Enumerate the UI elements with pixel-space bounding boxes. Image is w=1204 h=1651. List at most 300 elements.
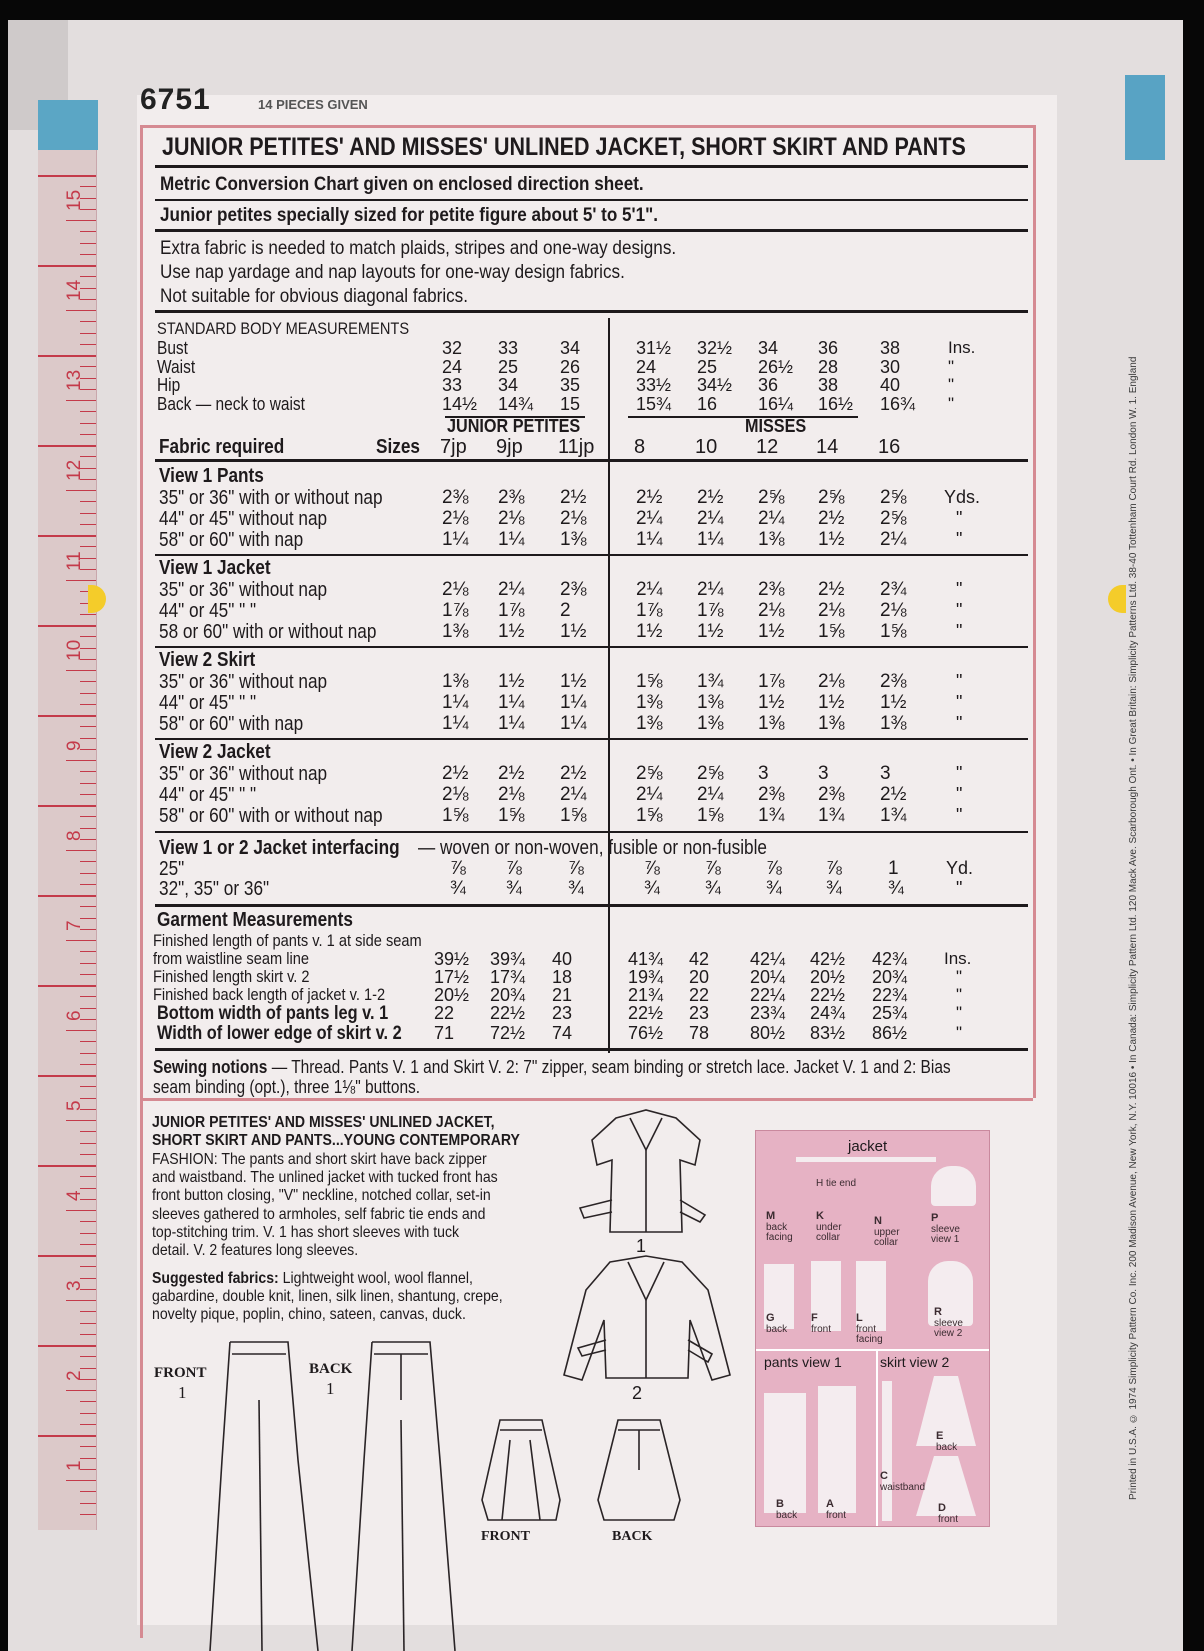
notions-text: — Thread. Pants V. 1 and Skirt V. 2: 7" zipper, seam binding or stretch lace. Jacket V. 1 and 2: Bias: [271, 1057, 951, 1077]
interfacing-value: ¾: [506, 878, 522, 899]
garment-value: 22½: [490, 1003, 526, 1023]
body-value: 25: [697, 356, 718, 377]
fabric-value: 1¼: [442, 713, 469, 734]
fabric-value: 1½: [758, 621, 785, 642]
fabric-value: 3: [818, 763, 829, 784]
garment-value: 20¾: [490, 985, 526, 1005]
fabric-value: 2½: [498, 763, 525, 784]
pants-back-label: BACK: [309, 1361, 353, 1377]
body-value: 34: [560, 338, 581, 358]
garment-title: Garment Measurements: [157, 909, 353, 931]
fabric-value: 2⅜: [758, 579, 785, 600]
fabric-value: 2½: [880, 784, 907, 805]
ruler-number: 11: [64, 551, 85, 571]
skirt-front-label: FRONT: [481, 1529, 530, 1544]
fabric-value: 1⅜: [560, 529, 587, 550]
fabric-unit: Yds.: [944, 487, 981, 507]
fabric-value: 2⅛: [560, 508, 587, 529]
body-value: 34: [758, 338, 779, 358]
fabric-row-label: 44" or 45" without nap: [159, 508, 328, 530]
ruler-number: 12: [64, 459, 85, 481]
garment-value: 20½: [434, 985, 470, 1005]
description-line: sleeves gathered to armholes, self fabric tie ends and: [152, 1205, 486, 1223]
garment-value: 74: [552, 1023, 573, 1043]
size-8: 8: [634, 436, 646, 458]
fabric-value: 2⅜: [758, 784, 785, 805]
section-title: View 1 Pants: [159, 465, 264, 487]
body-value: 33: [442, 375, 463, 395]
garment-value: 72½: [490, 1023, 526, 1043]
body-value: 14½: [442, 393, 478, 414]
garment-value: 20: [689, 967, 710, 987]
junior-petites-header: JUNIOR PETITES: [447, 416, 581, 436]
piece-label-a: A front: [826, 1498, 847, 1521]
pants-back-view: 1: [326, 1379, 335, 1398]
notions-text-2: seam binding (opt.), three 1⅛" buttons.: [153, 1077, 421, 1097]
misses-header: MISSES: [745, 416, 807, 436]
pants-view-label: pants view 1: [764, 1354, 842, 1370]
piece-label-g: G back: [766, 1312, 788, 1335]
body-value: 15: [560, 393, 581, 414]
fabric-value: 1¼: [442, 692, 469, 713]
interfacing-value: ¾: [644, 878, 660, 899]
fabric-value: 1¼: [498, 529, 525, 550]
fabric-value: 1¾: [818, 805, 845, 826]
suggested-fabrics-line: novelty pique, poplin, chino, sateen, canvas, duck.: [152, 1306, 466, 1323]
body-value: 36: [758, 375, 779, 395]
fabric-row-label: 58" or 60" with nap: [159, 713, 304, 735]
fabric-value: 2⅛: [818, 671, 845, 692]
interfacing-value: 1: [888, 858, 899, 879]
fabric-value: 2: [560, 600, 571, 621]
fabric-row-label: 35" or 36" without nap: [159, 579, 328, 601]
ruler-number: 10: [64, 639, 85, 661]
garment-unit: ": [956, 1023, 963, 1042]
fabric-unit: ": [956, 763, 963, 783]
garment-row-label: Finished length skirt v. 2: [153, 967, 310, 986]
fabric-row-label: 58" or 60" with or without nap: [159, 805, 383, 827]
garment-unit: Ins.: [944, 949, 972, 968]
fabric-value: 1⅝: [442, 805, 469, 826]
fabric-unit: ": [956, 784, 963, 804]
body-unit: ": [948, 393, 955, 413]
garment-unit: ": [956, 985, 963, 1004]
piece-label-l: L front facing: [856, 1312, 883, 1346]
fabric-unit: ": [956, 579, 963, 599]
pants-front-drawing: [210, 1342, 318, 1651]
publisher-side-text: Printed in U.S.A. © 1974 Simplicity Pattern Co. Inc. 200 Madison Avenue, New York, N.Y. 10016 • In Canada: Simplicity Pattern Ltd. 120 Mack Ave. Scarborough Ont. • In Great Britain: Simplicity Patterns Ltd. 38-40 Tottenham Court Rd. London W. 1. England: [1128, 356, 1139, 1500]
interfacing-value: ⅞: [766, 858, 782, 879]
size-9jp: 9jp: [496, 436, 523, 458]
interfacing-unit: Yd.: [946, 858, 974, 878]
body-value: 26: [560, 356, 581, 377]
body-value: 34: [498, 375, 519, 395]
body-value: 36: [818, 338, 839, 358]
interfacing-desc: — woven or non-woven, fusible or non-fusible: [418, 837, 767, 859]
interfacing-value: ⅞: [705, 858, 721, 879]
fabric-row-label: 35" or 36" without nap: [159, 763, 328, 785]
body-row-label: Bust: [157, 338, 188, 358]
garment-line1: Finished length of pants v. 1 at side seam: [153, 931, 422, 950]
description-line: front button closing, "V" neckline, notched collar, set-in: [152, 1187, 491, 1205]
fabric-value: 1⅝: [818, 621, 845, 642]
body-value: 26½: [758, 356, 794, 377]
size-7jp: 7jp: [440, 436, 467, 458]
fabric-value: 1⅝: [636, 805, 663, 826]
ruler-number: 14: [64, 279, 85, 301]
note-line-3: Not suitable for obvious diagonal fabrics.: [160, 286, 468, 307]
fabric-value: 1⅜: [880, 713, 907, 734]
body-value: 38: [880, 338, 901, 358]
fabric-value: 1¼: [697, 529, 724, 550]
body-row-label: Back — neck to waist: [157, 393, 305, 414]
interfacing-value: ⅞: [450, 858, 466, 879]
body-value: 38: [818, 375, 839, 395]
body-value: 30: [880, 356, 901, 377]
fabric-value: 1⅝: [636, 671, 663, 692]
body-value: 24: [442, 356, 463, 377]
garment-value: 25¾: [872, 1003, 908, 1023]
fabric-value: 2⅜: [498, 487, 525, 508]
fabric-value: 1½: [880, 692, 907, 713]
fabric-value: 1½: [636, 621, 663, 642]
garment-value: 78: [689, 1023, 710, 1043]
garment-value: 23: [552, 1003, 573, 1023]
piece-label-d: D front: [938, 1502, 959, 1525]
garment-value: 80½: [750, 1023, 786, 1043]
fabric-value: 3: [758, 763, 769, 784]
piece-label-k: K under collar: [816, 1210, 842, 1244]
fabric-value: 1⅜: [758, 713, 785, 734]
body-unit: Ins.: [948, 338, 976, 357]
garment-value: 39¾: [490, 949, 526, 969]
ruler-number: 8: [64, 830, 85, 841]
garment-value: 42¾: [872, 949, 908, 969]
fabric-unit: ": [956, 671, 963, 691]
fabric-value: 2¼: [697, 784, 724, 805]
body-row-label: Hip: [157, 375, 181, 395]
garment-row-label: Finished back length of jacket v. 1-2: [153, 985, 386, 1004]
fabric-unit: ": [956, 529, 963, 549]
size-11jp: 11jp: [558, 436, 595, 458]
pants-front-label: FRONT: [154, 1365, 207, 1381]
fabric-row-label: 35" or 36" with or without nap: [159, 487, 383, 509]
fabric-value: 2½: [818, 579, 845, 600]
fabric-value: 2⅛: [758, 600, 785, 621]
fabric-value: 2⅛: [498, 508, 525, 529]
fabric-value: 1½: [818, 529, 845, 550]
fabric-unit: ": [956, 713, 963, 733]
fabric-value: 1½: [498, 621, 525, 642]
fabric-value: 2⅜: [442, 487, 469, 508]
fabric-value: 1⅜: [442, 671, 469, 692]
garment-value: 17½: [434, 967, 470, 987]
garment-value: 21¾: [628, 985, 664, 1005]
garment-value: 23: [689, 1003, 710, 1023]
fabric-value: 2¼: [498, 579, 525, 600]
garment-value: 71: [434, 1023, 455, 1043]
garment-value: 76½: [628, 1023, 664, 1043]
garment-value: 22¾: [872, 985, 908, 1005]
fabric-value: 1¼: [442, 529, 469, 550]
fabric-value: 1⅞: [442, 600, 469, 621]
fabric-value: 1¼: [498, 692, 525, 713]
fabric-unit: ": [956, 600, 963, 620]
fabric-value: 1⅜: [442, 621, 469, 642]
garment-value: 41¾: [628, 949, 664, 969]
fabric-value: 1⅝: [560, 805, 587, 826]
fabric-row-label: 58" or 60" with nap: [159, 529, 304, 551]
pattern-pieces-chart: [755, 1130, 990, 1527]
body-value: 31½: [636, 338, 672, 358]
fabric-value: 1½: [560, 671, 587, 692]
petite-note: Junior petites specially sized for petite figure about 5' to 5'1".: [160, 205, 659, 226]
section-title: View 2 Jacket: [159, 741, 271, 763]
suggested-fabrics-line: gabardine, double knit, linen, silk linen, shantung, crepe,: [152, 1288, 503, 1305]
fabric-value: 2⅝: [880, 508, 907, 529]
garment-value: 19¾: [628, 967, 664, 987]
garment-row-label: Width of lower edge of skirt v. 2: [157, 1023, 402, 1044]
garment-value: 20¾: [872, 967, 908, 987]
fabric-value: 1¼: [498, 713, 525, 734]
size-16: 16: [878, 436, 901, 458]
fabric-value: 2½: [560, 487, 587, 508]
fabric-value: 2⅛: [880, 600, 907, 621]
skirt-view-label: skirt view 2: [880, 1354, 950, 1370]
body-value: 40: [880, 375, 901, 395]
fabric-value: 1⅜: [697, 713, 724, 734]
description-line: SHORT SKIRT AND PANTS...YOUNG CONTEMPORARY: [152, 1132, 520, 1150]
ruler-number: 1: [64, 1460, 85, 1471]
fabric-value: 2⅛: [498, 784, 525, 805]
fabric-value: 2⅜: [880, 671, 907, 692]
garment-value: 24¾: [810, 1003, 846, 1023]
garment-value: 18: [552, 967, 573, 987]
fabric-value: 2⅛: [442, 784, 469, 805]
interfacing-value: ⅞: [568, 858, 584, 879]
interfacing-row-label: 32", 35" or 36": [159, 878, 270, 900]
notions-label: Sewing notions: [153, 1057, 268, 1077]
ruler-number: 5: [64, 1100, 85, 1111]
description-line: FASHION: The pants and short skirt have back zipper: [152, 1150, 487, 1168]
body-value: 32: [442, 338, 463, 358]
fabric-value: 2⅛: [442, 508, 469, 529]
piece-label-f: F front: [811, 1312, 832, 1335]
fabric-value: 2⅝: [697, 763, 724, 784]
ruler-number: 13: [64, 369, 85, 391]
fabric-value: 2¼: [636, 784, 663, 805]
size-14: 14: [816, 436, 839, 458]
fabric-value: 2¼: [636, 508, 663, 529]
ruler-number: 2: [64, 1370, 85, 1381]
body-value: 16¾: [880, 393, 916, 414]
body-value: 25: [498, 356, 519, 377]
fabric-value: 2¼: [758, 508, 785, 529]
fabric-row-label: 44" or 45" " ": [159, 600, 257, 622]
fabric-value: 1⅞: [636, 600, 663, 621]
body-value: 15¾: [636, 393, 672, 414]
jacket-view1-drawing: [580, 1110, 705, 1232]
garment-row-label: from waistline seam line: [153, 949, 310, 968]
pattern-number: 6751: [140, 83, 211, 116]
ruler-number: 15: [64, 189, 85, 211]
fabric-value: 2¼: [560, 784, 587, 805]
garment-value: 23¾: [750, 1003, 786, 1023]
fabric-value: 1½: [498, 671, 525, 692]
body-unit: ": [948, 356, 955, 376]
ruler-number: 9: [64, 740, 85, 751]
jacket-view1-number: 1: [636, 1236, 647, 1256]
fabric-value: 2⅛: [818, 600, 845, 621]
description-line: JUNIOR PETITES' AND MISSES' UNLINED JACKET,: [152, 1114, 495, 1131]
fabric-value: 1⅜: [697, 692, 724, 713]
garment-value: 20½: [810, 967, 846, 987]
fabric-value: 1⅝: [498, 805, 525, 826]
fabric-value: 1½: [697, 621, 724, 642]
body-value: 16½: [818, 393, 854, 414]
piece-label-b: B back: [776, 1498, 798, 1521]
garment-value: 22½: [628, 1003, 664, 1023]
fabric-unit: ": [956, 692, 963, 712]
interfacing-value: ¾: [766, 878, 782, 899]
fabric-value: 2½: [442, 763, 469, 784]
fabric-value: 1½: [560, 621, 587, 642]
fabric-value: 2⅝: [880, 487, 907, 508]
fabric-value: 2¼: [636, 579, 663, 600]
fabric-value: 1⅞: [758, 671, 785, 692]
fabric-value: 2⅝: [818, 487, 845, 508]
interfacing-value: ¾: [888, 878, 904, 899]
fabric-value: 1⅝: [880, 621, 907, 642]
piece-label-n: N upper collar: [874, 1215, 900, 1249]
fabric-value: 1⅞: [697, 600, 724, 621]
fabric-value: 2½: [560, 763, 587, 784]
note-line-2: Use nap yardage and nap layouts for one-way design fabrics.: [160, 262, 625, 283]
fabric-value: 2¾: [880, 579, 907, 600]
fabric-value: 2¼: [697, 579, 724, 600]
body-value: 33½: [636, 375, 672, 395]
garment-value: 83½: [810, 1023, 846, 1043]
garment-value: 40: [552, 949, 573, 969]
body-value: 24: [636, 356, 657, 377]
size-12: 12: [756, 436, 779, 458]
fabric-value: 2⅛: [442, 579, 469, 600]
fabric-value: 2¼: [697, 508, 724, 529]
fabric-value: 1¾: [697, 671, 724, 692]
fabric-unit: ": [956, 508, 963, 528]
interfacing-title: View 1 or 2 Jacket interfacing: [159, 837, 400, 859]
description-line: detail. V. 2 features long sleeves.: [152, 1242, 359, 1260]
ruler-number: 3: [64, 1280, 85, 1291]
fabric-value: 2⅝: [758, 487, 785, 508]
fabric-value: 1¾: [758, 805, 785, 826]
interfacing-value: ⅞: [644, 858, 660, 879]
interfacing-value: ¾: [705, 878, 721, 899]
garment-value: 42¼: [750, 949, 786, 969]
pants-front-view: 1: [178, 1383, 187, 1402]
body-value: 14¾: [498, 393, 534, 414]
interfacing-value: ⅞: [826, 858, 842, 879]
fabric-value: 1⅜: [758, 529, 785, 550]
description-line: and waistband. The unlined jacket with tucked front has: [152, 1168, 498, 1186]
garment-value: 22: [434, 1003, 455, 1023]
suggested-fabrics-text: Lightweight wool, wool flannel,: [282, 1270, 473, 1287]
fabric-value: 1¼: [560, 692, 587, 713]
interfacing-unit: ": [956, 878, 963, 898]
fabric-value: 1⅜: [636, 692, 663, 713]
piece-label-p: P sleeve view 1: [931, 1212, 960, 1246]
pattern-title: JUNIOR PETITES' AND MISSES' UNLINED JACKET, SHORT SKIRT AND PANTS: [162, 133, 966, 161]
waistband-c-piece: [882, 1381, 892, 1521]
fabric-value: 1¾: [880, 805, 907, 826]
body-value: 34½: [697, 375, 733, 395]
interfacing-value: ¾: [568, 878, 584, 899]
fabric-value: 1¼: [560, 713, 587, 734]
garment-value: 42½: [810, 949, 846, 969]
body-value: 16: [697, 393, 718, 414]
body-measurements-title: STANDARD BODY MEASUREMENTS: [157, 319, 410, 338]
fabric-value: 2⅜: [818, 784, 845, 805]
skirt-front-drawing: [482, 1420, 560, 1520]
garment-unit: ": [956, 967, 963, 986]
body-value: 35: [560, 375, 581, 395]
fabric-value: 1⅝: [697, 805, 724, 826]
size-10: 10: [695, 436, 718, 458]
garment-value: 21: [552, 985, 573, 1005]
fabric-unit: ": [956, 621, 963, 641]
piece-label-r: R sleeve view 2: [934, 1306, 963, 1340]
garment-value: 22½: [810, 985, 846, 1005]
garment-row-label: Bottom width of pants leg v. 1: [157, 1003, 389, 1024]
section-title: View 2 Skirt: [159, 649, 256, 671]
fabric-value: 2½: [818, 508, 845, 529]
piece-label-c: C waistband: [880, 1470, 926, 1493]
garment-unit: ": [956, 1003, 963, 1022]
sizes-label: Sizes: [376, 436, 420, 458]
skirt-back-drawing: [598, 1420, 680, 1520]
interfacing-value: ¾: [450, 878, 466, 899]
jacket-view2-drawing: [564, 1256, 730, 1380]
tie-end-label: H tie end: [816, 1178, 857, 1189]
jacket-label: jacket: [848, 1138, 888, 1155]
interfacing-row-label: 25": [159, 858, 185, 880]
fabric-value: 2½: [697, 487, 724, 508]
interfacing-value: ⅞: [506, 858, 522, 879]
suggested-fabrics-label: Suggested fabrics:: [152, 1270, 279, 1287]
interfacing-value: ¾: [826, 878, 842, 899]
piece-label-m: M back facing: [766, 1210, 793, 1244]
ruler-number: 6: [64, 1010, 85, 1021]
fabric-value: 2½: [636, 487, 663, 508]
fabric-value: 1⅞: [498, 600, 525, 621]
jacket-view2-number: 2: [632, 1383, 643, 1403]
ruler-number: 4: [64, 1190, 85, 1201]
fabric-row-label: 58 or 60" with or without nap: [159, 621, 377, 643]
fabric-value: 1½: [758, 692, 785, 713]
pieces-given: 14 PIECES GIVEN: [258, 97, 368, 112]
piece-label-e: E back: [936, 1430, 958, 1453]
fabric-value: 1½: [818, 692, 845, 713]
garment-value: 42: [689, 949, 710, 969]
fabric-row-label: 35" or 36" without nap: [159, 671, 328, 693]
fabric-row-label: 44" or 45" " ": [159, 784, 257, 806]
fabric-unit: ": [956, 805, 963, 825]
section-title: View 1 Jacket: [159, 557, 271, 579]
pants-back-drawing: [352, 1342, 455, 1651]
body-value: 32½: [697, 338, 733, 358]
description-line: top-stitching trim. V. 1 has short sleeves with tuck: [152, 1223, 460, 1241]
fabric-value: 1⅜: [636, 713, 663, 734]
